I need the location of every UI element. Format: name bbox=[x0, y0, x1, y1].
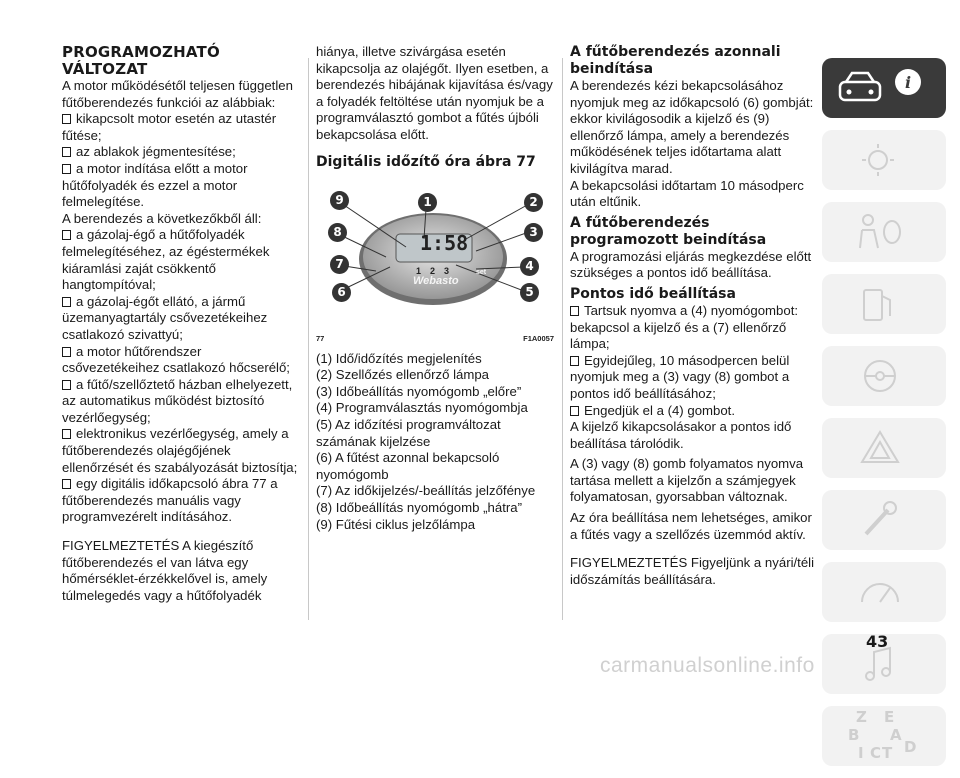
hold-button-paragraph: A (3) vagy (8) gomb folyamatos nyomva tartása mellett a kijelzőn a számjegyek folyamatosan, gyorsabban változnak. bbox=[570, 456, 804, 505]
legend-item: (7) Az időkijelzés/-beállítás jelzőfénye bbox=[316, 483, 536, 499]
section-heading: PROGRAMOZHATÓ VÁLTOZAT bbox=[62, 43, 220, 78]
legend-item: (9) Fűtési ciklus jelzőlámpa bbox=[316, 516, 476, 532]
programmed-start-paragraph: A programozási eljárás megkezdése előtt szükséges a pontos idő beállítása. bbox=[570, 248, 812, 281]
component-item: egy digitális időkapcsoló ábra 77 a fűtőberendezés manuális vagy programvezérelt indításához. bbox=[62, 476, 302, 526]
index-letter: D bbox=[904, 738, 917, 756]
component-item: elektronikus vezérlőegység, amely a fűtőberendezés olajégőjének ellenőrzését és szabályozását biztosítja; bbox=[62, 426, 302, 476]
index-letter: Z bbox=[856, 708, 867, 726]
time-setting-step: Egyidejűleg, 10 másodpercen belül nyomjuk meg a (3) vagy (8) gombot a pontos idő beállításához; bbox=[570, 353, 816, 403]
components-intro: A berendezés a következőkből áll: bbox=[62, 210, 262, 226]
callout-5: 5 bbox=[520, 283, 539, 302]
column-1 bbox=[62, 44, 302, 604]
continuation-paragraph: hiánya, illetve szivárgása esetén kikapcsolja az olajégőt. Ilyen esetben, a berendezés hibájának kijavítása és/vagy a folyadék feltöltése után nyomjuk be a programválasztó gombot a fűtés újbóli bekapcsolása előtt. bbox=[316, 44, 553, 142]
index-letter: I bbox=[858, 744, 864, 762]
legend-item: (3) Időbeállítás nyomógomb „előre” bbox=[316, 383, 522, 399]
lcd-slot-1: 1 bbox=[416, 265, 422, 276]
lcd-slot-2: 2 bbox=[430, 265, 436, 276]
column-divider bbox=[308, 58, 309, 620]
callout-9: 9 bbox=[330, 191, 349, 210]
column-2 bbox=[316, 44, 560, 533]
airbag-safety-icon bbox=[822, 202, 946, 262]
column-3 bbox=[570, 44, 816, 588]
component-item: a motor hűtőrendszer csővezetékeihez csatlakozó hőcserélő; bbox=[62, 344, 302, 377]
index-letter: B bbox=[848, 726, 860, 744]
component-item: a gázolaj-égőt ellátó, a jármű üzemanyagtartály csővezetékeihez csatlakozó szivattyú; bbox=[62, 294, 302, 344]
legend-item: (8) Időbeállítás nyomógomb „hátra” bbox=[316, 499, 522, 515]
immediate-start-heading: A fűtőberendezés azonnali beindítása bbox=[570, 44, 781, 77]
timer-heading: Digitális időzítő óra ábra 77 bbox=[316, 153, 536, 170]
gauge-icon bbox=[822, 562, 946, 622]
lcd-slot-3: 3 bbox=[444, 265, 450, 276]
component-item: a gázolaj-égő a hűtőfolyadék felmelegítéséhez, az égéstermékek kiáramlási zaját csökkentő hangtompítóval; bbox=[62, 227, 302, 293]
time-setting-step: Engedjük el a (4) gombot. bbox=[570, 403, 816, 420]
watermark: carmanualsonline.info bbox=[600, 654, 815, 677]
steering-wheel-icon bbox=[822, 346, 946, 406]
callout-2: 2 bbox=[524, 193, 543, 212]
index-letter: E bbox=[884, 708, 895, 726]
hazard-triangle-icon bbox=[822, 418, 946, 478]
tab-car-info[interactable] bbox=[822, 58, 946, 118]
legend-item: (1) Idő/időzítés megjelenítés bbox=[316, 350, 482, 366]
time-setting-heading: Pontos idő beállítása bbox=[570, 285, 736, 302]
time-setting-step: Tartsuk nyomva a (4) nyomógombot: bekapcsol a kijelző és a (7) ellenőrző lámpa; bbox=[570, 303, 816, 353]
tab-emergency[interactable] bbox=[822, 418, 946, 478]
legend-item: (2) Szellőzés ellenőrző lámpa bbox=[316, 367, 489, 383]
page-number: 43 bbox=[866, 632, 889, 651]
tab-index[interactable] bbox=[822, 706, 946, 766]
brand-logo-text: Webasto bbox=[413, 274, 459, 287]
car-info-icon bbox=[822, 58, 946, 118]
index-letter: C bbox=[870, 744, 882, 762]
component-item: a fűtő/szellőztető házban elhelyezett, az automatikus működést biztosító vezérlőegység; bbox=[62, 377, 302, 427]
immediate-start-duration: A bekapcsolási időtartam 10 másodperc után eltűnik. bbox=[570, 177, 804, 210]
column-divider bbox=[562, 58, 563, 620]
tab-starting-driving[interactable] bbox=[822, 274, 946, 334]
figure-caption bbox=[316, 331, 560, 343]
legend-item: (6) A fűtést azonnal bekapcsoló nyomógomb bbox=[316, 450, 500, 482]
function-item: az ablakok jégmentesítése; bbox=[62, 144, 302, 161]
dst-warning-paragraph: FIGYELMEZTETÉS Figyeljünk a nyári/téli időszámítás beállítására. bbox=[570, 555, 815, 587]
chapter-sidebar bbox=[822, 58, 946, 778]
svg-text:i: i bbox=[904, 73, 912, 92]
warning-lights-icon bbox=[822, 130, 946, 190]
tab-warning-lights[interactable] bbox=[822, 130, 946, 190]
callout-8: 8 bbox=[328, 223, 347, 242]
legend-item: (5) Az időzítési programváltozat számának kijelzése bbox=[316, 416, 501, 449]
tab-steering-wheel[interactable] bbox=[822, 346, 946, 406]
figure-code: F1A0057 bbox=[523, 333, 554, 343]
legend-item: (4) Programválasztás nyomógombja bbox=[316, 400, 528, 416]
set-label: set bbox=[476, 268, 487, 276]
callout-3: 3 bbox=[524, 223, 543, 242]
warning-paragraph: FIGYELMEZTETÉS A kiegészítő fűtőberendezés el van látva egy hőmérséklet-érzékkelővel is, amely túlmelegedés vagy a hűtőfolyadék bbox=[62, 538, 268, 603]
function-item: a motor indítása előtt a motor hűtőfolyadék és ezzel a motor felmelegítése. bbox=[62, 161, 302, 211]
stored-time-paragraph: A kijelző kikapcsolásakor a pontos idő beállítása tárolódik. bbox=[570, 419, 792, 451]
programmed-start-heading: A fűtőberendezés programozott beindítása bbox=[570, 214, 767, 248]
function-item: kikapcsolt motor esetén az utastér fűtése; bbox=[62, 111, 302, 144]
callout-4: 4 bbox=[520, 257, 539, 276]
figure-number: 77 bbox=[316, 333, 325, 343]
timer-figure bbox=[316, 179, 550, 327]
intro-paragraph: A motor működésétől teljesen független fűtőberendezés funkciói az alábbiak: bbox=[62, 78, 293, 110]
immediate-start-paragraph: A berendezés kézi bekapcsolásához nyomjuk meg az időkapcsoló (6) gombját: ekkor kivilágosodik a kijelző és (9) ellenőrző lámpa, amely a berendezés működésének teljes időtartama alatt kivilágítva marad. bbox=[570, 78, 814, 176]
fuel-pump-icon bbox=[822, 274, 946, 334]
index-letter: T bbox=[882, 744, 893, 762]
callout-6: 6 bbox=[332, 283, 351, 302]
index-letter: A bbox=[890, 726, 902, 744]
callout-1: 1 bbox=[418, 193, 437, 212]
tab-maintenance[interactable] bbox=[822, 490, 946, 550]
clock-restriction-paragraph: Az óra beállítása nem lehetséges, amikor a fűtés vagy a szellőzés üzemmód aktív. bbox=[570, 510, 812, 542]
callout-7: 7 bbox=[330, 255, 349, 274]
tab-technical-data[interactable] bbox=[822, 562, 946, 622]
tab-safety[interactable] bbox=[822, 202, 946, 262]
lcd-time: 1:58 bbox=[420, 230, 469, 255]
wrench-icon bbox=[822, 490, 946, 550]
